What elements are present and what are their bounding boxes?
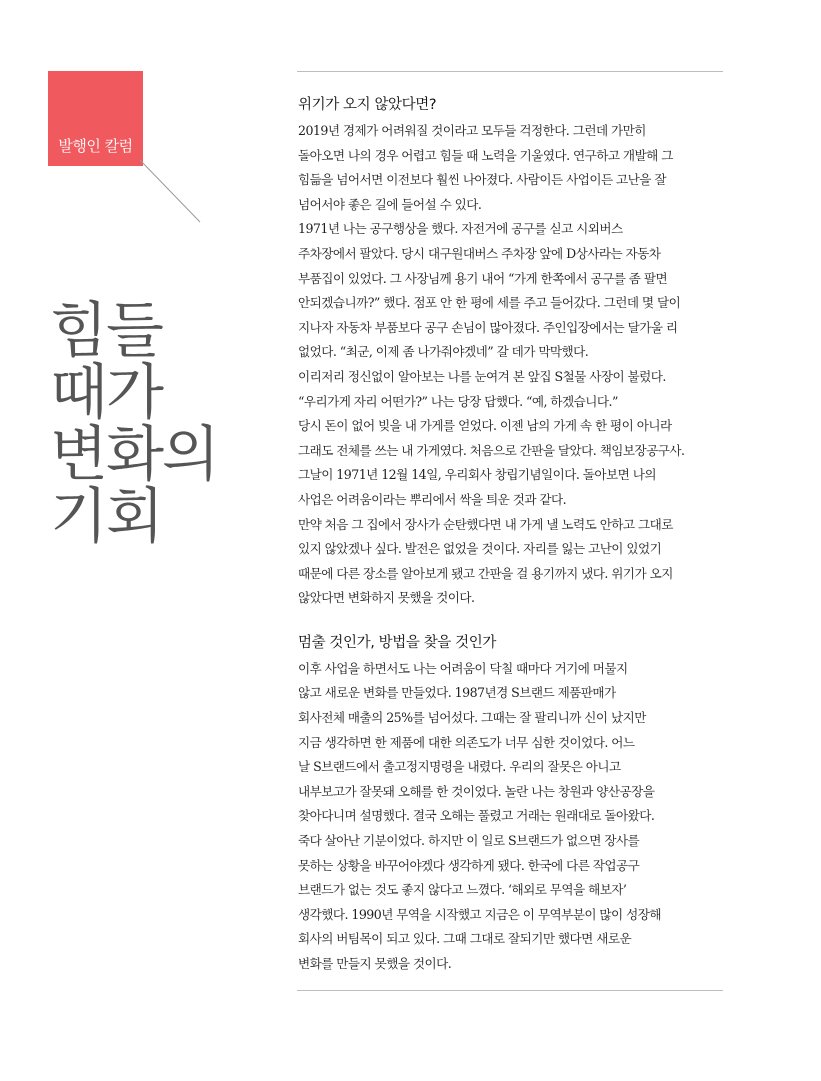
paragraph-line: 돌아오면 나의 경우 어렵고 힘들 때 노력을 기울였다. 연구하고 개발해 그 [298,147,673,163]
title-line: 때가 [50,358,162,428]
paragraph-line: “우리가게 자리 어떤가?” 나는 당장 답했다. “예, 하겠습니다.” [298,393,618,409]
title-line: 변화의 [50,420,218,490]
column-badge [48,71,143,166]
paragraph-line: 이후 사업을 하면서도 나는 어려움이 닥칠 때마다 거기에 머물지 [298,660,628,676]
paragraph-line: 만약 처음 그 집에서 장사가 순탄했다면 내 가게 낼 노력도 안하고 그대로 [298,516,673,532]
paragraph-line: 1971년 나는 공구행상을 했다. 자전거에 공구를 싣고 시외버스 [298,221,623,237]
paragraph-line: 안되겠습니까?” 했다. 점포 안 한 평에 세를 주고 들어갔다. 그런데 몇 달이 [298,295,681,311]
paragraph-line: 부품집이 있었다. 그 사장님께 용기 내어 “가게 한쪽에서 공구를 좀 팔면 [298,270,668,286]
paragraph-line: 회사의 버팀목이 되고 있다. 그때 그대로 잘되기만 했다면 새로운 [298,931,632,947]
diagonal-decoration [140,160,202,224]
paragraph-line: 주차장에서 팔았다. 당시 대구원대버스 주차장 앞에 D상사라는 자동차 [298,245,661,261]
paragraph-line: 사업은 어려움이라는 뿌리에서 싹을 틔운 것과 같다. [298,491,567,507]
paragraph-line: 없었다. “최군, 이제 좀 나가줘야겠네” 갈 데가 막막했다. [298,344,589,360]
paragraph-line: 않고 새로운 변화를 만들었다. 1987년경 S브랜드 제품판매가 [298,685,616,701]
paragraph-line: 날 S브랜드에서 출고정지명령을 내렸다. 우리의 잘못은 아니고 [298,759,621,775]
paragraph-line: 찾아다니며 설명했다. 결국 오해는 풀렸고 거래는 원래대로 돌아왔다. [298,808,655,824]
paragraph-line: 힘듦을 넘어서면 이전보다 훨씬 나아졌다. 사람이든 사업이든 고난을 잘 [298,172,666,188]
title-line: 기회 [50,482,162,552]
paragraph-line: 지나자 자동차 부품보다 공구 손님이 많아졌다. 주인입장에서는 달가울 리 [298,319,678,335]
paragraph-line: 때문에 다른 장소를 알아보게 됐고 간판을 걸 용기까지 냈다. 위기가 오지 [298,565,673,581]
section-crisis [298,93,728,611]
paragraph-line: 변화를 만들지 못했을 것이다. [298,956,452,971]
paragraph-line: 그래도 전체를 쓰는 내 가게였다. 처음으로 간판을 달았다. 책임보장공구사. [298,442,685,458]
paragraph-line: 있지 않았겠나 싶다. 발전은 없었을 것이다. 자리를 잃는 고난이 있었기 [298,541,662,557]
paragraph-line: 죽다 살아난 기분이었다. 하지만 이 일로 S브랜드가 없으면 장사를 [298,833,640,849]
bottom-divider [297,990,723,991]
article-body [298,93,728,977]
paragraph-line: 회사전체 매출의 25%를 넘어섰다. 그때는 잘 팔리니까 신이 났지만 [298,710,646,726]
paragraph-line: 내부보고가 잘못돼 오해를 한 것이었다. 놀란 나는 창원과 양산공장을 [298,783,655,799]
paragraph-line: 브랜드가 없는 것도 좋지 않다고 느꼈다. ‘해외로 무역을 해보자’ [298,882,627,898]
paragraph-line: 생각했다. 1990년 무역을 시작했고 지금은 이 무역부분이 많이 성장해 [298,906,661,922]
paragraph-line: 못하는 상황을 바꾸어야겠다 생각하게 됐다. 한국에 다른 작업공구 [298,857,640,873]
paragraph-line: 지금 생각하면 한 제품에 대한 의존도가 너무 심한 것이었다. 어느 [298,734,635,750]
badge-label: 발행인 칼럼 [58,137,133,155]
section-heading: 위기가 오지 않았다면? [298,97,437,113]
section-heading: 멈출 것인가, 방법을 찾을 것인가 [298,634,496,651]
paragraph-line: 당시 돈이 없어 빚을 내 가게를 얻었다. 이젠 남의 가게 속 한 평이 아니라 [298,418,672,434]
section-finding-a-way [298,631,728,977]
top-divider [297,71,723,72]
column-title [50,296,250,552]
paragraph-line: 않았다면 변화하지 못했을 것이다. [298,590,475,606]
paragraph-line: 그날이 1971년 12월 14일, 우리회사 창립기념일이다. 돌아보면 나의 [298,467,656,483]
paragraph-line: 이리저리 정신없이 알아보는 나를 눈여겨 본 앞집 S철물 사장이 불렀다. [298,368,666,384]
paragraph-line: 넘어서야 좋은 길에 들어설 수 있다. [298,196,482,212]
title-line: 힘들 [50,296,162,366]
paragraph-line: 2019년 경제가 어려워질 것이라고 모두들 걱정한다. 그런데 가만히 [298,123,646,138]
